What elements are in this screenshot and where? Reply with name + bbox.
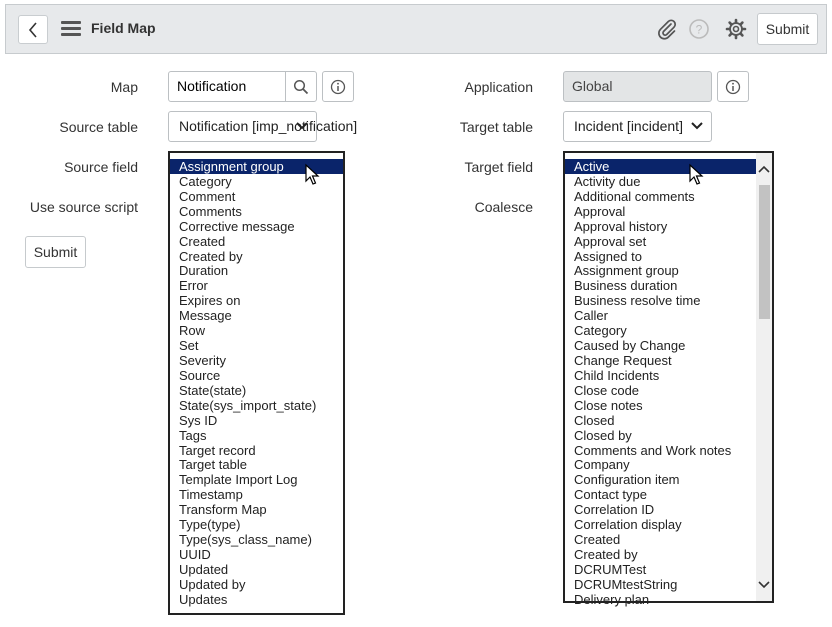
list-option[interactable]: Created by [179, 248, 243, 264]
list-option[interactable]: Close notes [574, 397, 643, 413]
list-option[interactable]: Assigned to [574, 248, 642, 264]
chevron-down-icon [691, 121, 703, 131]
list-option[interactable]: Company [574, 457, 630, 473]
list-option[interactable]: Updated by [179, 576, 246, 592]
list-option[interactable]: Type(sys_class_name) [179, 532, 312, 548]
list-option[interactable]: Child Incidents [574, 367, 660, 383]
list-option[interactable]: Closed by [574, 427, 632, 443]
list-option[interactable]: Activity due [574, 173, 641, 189]
target-field-scrollbar[interactable] [756, 153, 772, 601]
list-option[interactable]: Type(type) [179, 517, 241, 533]
list-option[interactable]: Transform Map [179, 502, 267, 518]
info-icon [330, 79, 346, 95]
source-field-label: Source field [64, 159, 138, 175]
application-info-button[interactable] [717, 71, 749, 102]
list-option[interactable]: Contact type [574, 487, 647, 503]
list-option[interactable]: Approval history [574, 218, 668, 234]
target-field-listbox[interactable] [563, 151, 774, 607]
list-option[interactable]: DCRUMTest [574, 561, 647, 577]
list-option[interactable]: Active [565, 159, 756, 174]
paperclip-icon[interactable] [655, 17, 679, 41]
header-submit-button[interactable]: Submit [757, 13, 818, 45]
map-info-button[interactable] [322, 71, 354, 102]
list-option[interactable]: Correlation display [574, 517, 682, 533]
list-option[interactable]: Created [574, 532, 621, 548]
list-option[interactable]: Comment [179, 188, 236, 204]
list-option[interactable]: Expires on [179, 293, 241, 309]
list-option[interactable]: Closed [574, 412, 615, 428]
list-option[interactable]: Approval set [574, 233, 647, 249]
map-label: Map [110, 79, 138, 95]
list-option[interactable]: Target record [179, 442, 256, 458]
list-option[interactable]: Created [179, 233, 226, 249]
list-option[interactable]: Assignment group [574, 263, 679, 279]
scrollbar-thumb[interactable] [759, 185, 770, 319]
list-option[interactable]: Additional comments [574, 188, 695, 204]
target-table-select[interactable] [563, 111, 712, 142]
map-lookup-button[interactable] [285, 71, 317, 102]
list-option[interactable]: Source [179, 367, 221, 383]
page-title: Field Map [91, 20, 156, 36]
list-option[interactable]: Business duration [574, 278, 678, 294]
list-option[interactable]: Target table [179, 457, 247, 473]
target-table-label: Target table [459, 119, 533, 135]
list-option[interactable]: Category [179, 173, 232, 189]
application-field: Global [563, 71, 712, 102]
search-icon [293, 79, 309, 95]
list-option[interactable]: Updated [179, 561, 229, 577]
help-icon[interactable] [687, 17, 711, 41]
list-option[interactable]: UUID [179, 546, 211, 562]
list-option[interactable]: Timestamp [179, 487, 243, 503]
list-option[interactable]: Corrective message [179, 218, 295, 234]
list-option[interactable]: Caused by Change [574, 338, 686, 354]
list-option[interactable]: Category [574, 323, 627, 339]
chevron-down-icon [296, 121, 308, 131]
list-option[interactable]: Set [179, 338, 199, 354]
list-option[interactable]: Severity [179, 352, 226, 368]
list-option[interactable]: Template Import Log [179, 472, 298, 488]
back-icon [28, 22, 38, 38]
list-option[interactable]: Assignment group [170, 159, 343, 174]
map-input[interactable]: Notification [168, 71, 286, 102]
svg-text:?: ? [695, 22, 703, 37]
list-option[interactable]: Sys ID [179, 412, 218, 428]
list-option[interactable]: Created by [574, 546, 638, 562]
mouse-cursor-icon [305, 164, 319, 186]
list-option[interactable]: Tags [179, 427, 207, 443]
source-table-label: Source table [59, 119, 138, 135]
target-table-value: Incident [incident] [574, 118, 683, 134]
list-option[interactable]: Approval [574, 203, 626, 219]
list-option[interactable]: Change Request [574, 352, 672, 368]
list-option[interactable]: Comments and Work notes [574, 442, 732, 458]
scroll-up-icon[interactable] [756, 161, 772, 177]
source-table-select[interactable] [168, 111, 358, 142]
list-option[interactable]: Correlation ID [574, 502, 655, 518]
source-table-value: Notification [imp_notification] [179, 118, 358, 134]
back-button[interactable] [18, 15, 48, 44]
list-option[interactable]: Error [179, 278, 208, 294]
list-option[interactable]: Caller [574, 308, 608, 324]
list-option[interactable]: Business resolve time [574, 293, 701, 309]
info-icon [725, 79, 741, 95]
application-label: Application [464, 79, 533, 95]
menu-icon[interactable] [61, 21, 81, 37]
submit-button[interactable]: Submit [25, 236, 86, 268]
gear-icon[interactable] [724, 17, 748, 41]
list-option[interactable]: Message [179, 308, 232, 324]
use-source-script-label: Use source script [29, 199, 138, 215]
mouse-cursor-icon [689, 164, 703, 186]
list-option[interactable]: Comments [179, 203, 242, 219]
list-option[interactable]: State(state) [179, 382, 247, 398]
list-option[interactable]: Row [179, 323, 206, 339]
list-option[interactable]: Configuration item [574, 472, 680, 488]
list-option[interactable]: Delivery plan [574, 591, 650, 607]
list-option[interactable]: DCRUMtestString [574, 576, 678, 592]
list-option[interactable]: State(sys_import_state) [179, 397, 317, 413]
source-field-listbox[interactable] [168, 151, 345, 615]
target-field-label: Target field [464, 159, 533, 175]
list-option[interactable]: Updates [179, 591, 228, 607]
list-option[interactable]: Close code [574, 382, 640, 398]
coalesce-label: Coalesce [474, 199, 533, 215]
scroll-down-icon[interactable] [756, 577, 772, 593]
form-header [5, 4, 827, 54]
list-option[interactable]: Duration [179, 263, 229, 279]
